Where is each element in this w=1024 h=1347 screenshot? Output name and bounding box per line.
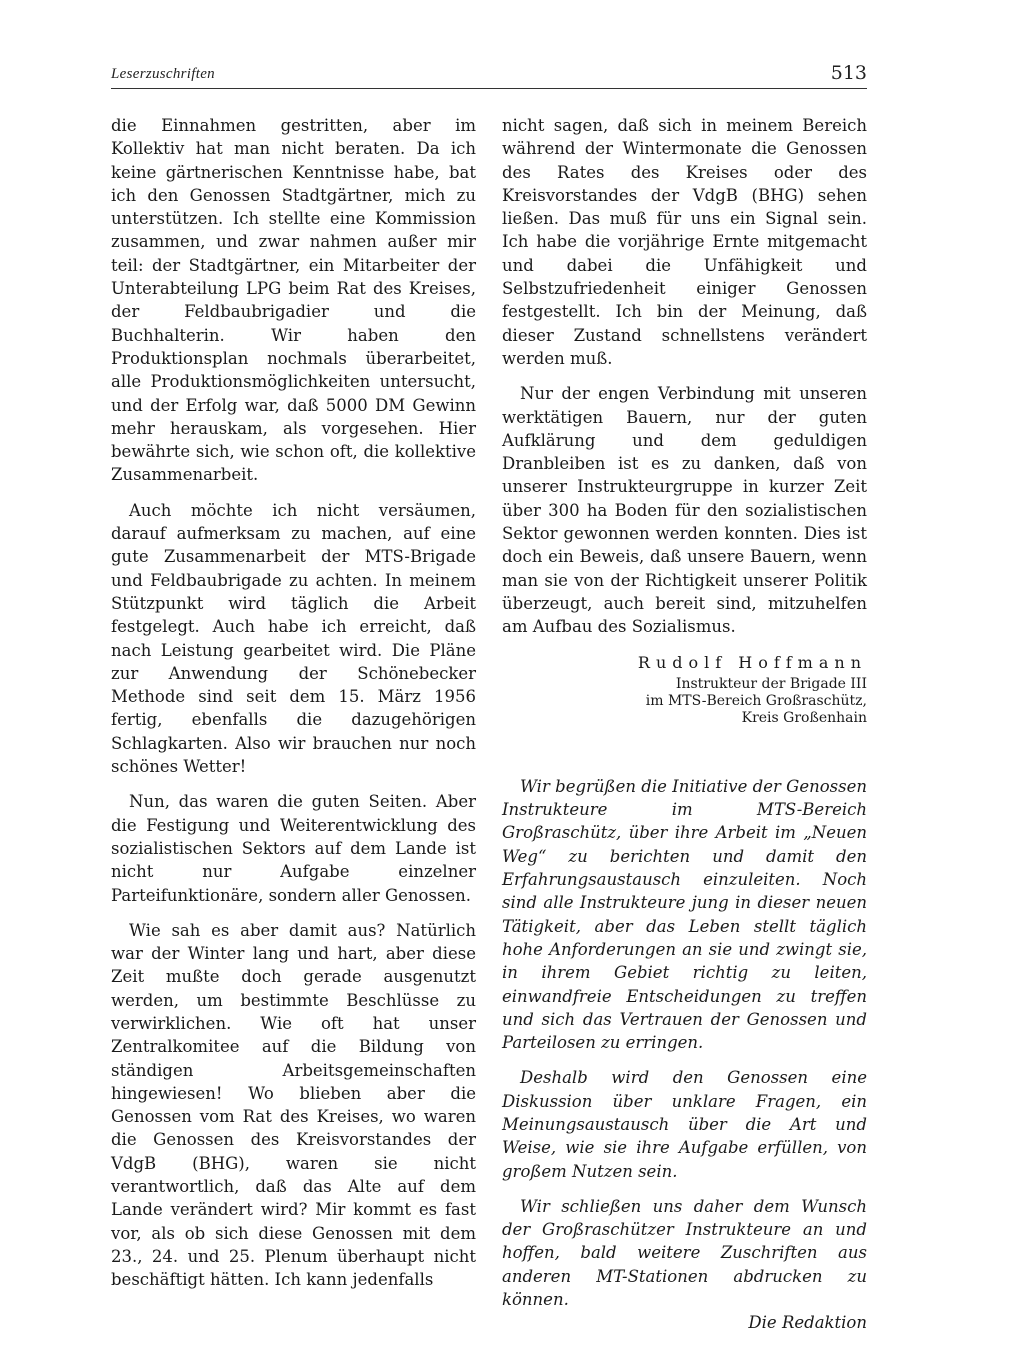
editorial-paragraph: Deshalb wird den Genossen eine Diskussion über unklare Fragen, ein Meinungsaustausch über die Art und Weise, wie sie ihre Aufgabe erfüllen, von großem Nutzen sein. — [502, 1068, 867, 1181]
author-signature: Rudolf Hoffmann — [637, 652, 867, 672]
author-role-line: Instrukteur der Brigade III — [675, 675, 867, 692]
paragraph: Auch möchte ich nicht versäumen, darauf aufmerksam zu machen, auf eine gute Zusammenarbeit der MTS-Brigade und Feldbaubrigade zu achten. In meinem Stützpunkt wird täglich die Arbeit festgelegt. Auch habe ich erreicht, daß nach Leistung gearbeitet wird. Die Pläne zur Anwendung der Schönebecker Methode sind seit dem 15. März 1956 fertig, ebenfalls die dazugehörigen Schlagkarten. Also wir brauchen nur noch schönes Wetter! — [111, 500, 476, 777]
editorial-text: Wir schließen uns daher dem Wunsch der Großraschützer Instrukteure an und hoffen, bald weitere Zuschriften aus anderen MT-Stationen abdrucken zu können. — [502, 1196, 867, 1310]
running-head: Leserzuschriften — [111, 66, 215, 82]
editorial-paragraph: Wir begrüßen die Initiative der Genossen Instrukteure im MTS-Bereich Großraschütz, über ihre Arbeit im „Neuen Weg“ zu berichten und damit den Erfahrungsaustausch einzuleiten. Noch sind alle Instrukteure jung in dieser neuen Tätigkeit, aber das Leben stellt täglich hohe Anforderungen an sie und zwingt sie, in ihrem Gebiet richtig zu leiten, einwandfreie Entscheidungen zu treffen und sich das Vertrauen der Genossen und Parteilosen zu erringen. — [502, 776, 867, 1053]
paragraph: nicht sagen, daß sich in meinem Bereich während der Wintermonate die Genossen des Rates des Kreises oder des Kreisvorstandes der VdgB (BHG) sehen ließen. Das muß für uns ein Signal sein. Ich habe die vorjährige Ernte mitgemacht und dabei die Unfähigkeit und Selbstzufriedenheit einiger Genossen festgestellt. Ich bin der Meinung, daß dieser Zustand schnellstens verändert werden muß. — [502, 116, 867, 368]
page-header — [111, 62, 867, 88]
editorial-note — [502, 775, 867, 1335]
paragraph: die Einnahmen gestritten, aber im Kollektiv hat man nicht beraten. Da ich keine gärtnerischen Kenntnisse habe, bat ich den Genossen Stadtgärtner, mich zu unterstützen. Ich stellte eine Kommission zusammen, und zwar nahmen außer mir teil: der Stadtgärtner, ein Mitarbeiter der Unterabteilung LPG beim Rat des Kreises, der Feldbaubrigadier und die Buchhalterin. Wir haben den Produktionsplan nochmals überarbeitet, alle Produktionsmöglichkeiten untersucht, und der Erfolg war, daß 5000 DM Gewinn mehr herauskam, als vorgesehen. Hier bewährte sich, wie schon oft, die kollektive Zusammenarbeit. — [111, 116, 476, 485]
page-number: 513 — [830, 62, 867, 84]
author-role — [502, 676, 867, 727]
right-column — [502, 114, 867, 1347]
editorial-paragraph — [502, 1195, 867, 1335]
paragraph: Wie sah es aber damit aus? Natürlich war der Winter lang und hart, aber diese Zeit mußte doch gerade ausgenutzt werden, um bestimmte Beschlüsse zu verwirklichen. Wie oft hat unser Zentralkomitee auf die Bildung von ständigen Arbeitsgemeinschaften hingewiesen! Wo blieben aber die Genossen vom Rat des Kreises, wo waren die Genossen des Kreisvorstandes der VdgB (BHG), waren sie nicht verantwortlich, daß das Alte auf dem Lande verändert wird? Mir kommt es fast vor, als ob sich diese Genossen mit dem 23., 24. und 25. Plenum überhaupt nicht beschäftigt hätten. Ich kann jedenfalls — [111, 920, 476, 1290]
author-role-line: im MTS-Bereich Großraschütz, — [645, 692, 867, 709]
header-rule — [111, 88, 867, 89]
editorial-signature: Die Redaktion — [748, 1313, 867, 1333]
paragraph: Nur der engen Verbindung mit unseren werktätigen Bauern, nur der guten Aufklärung und dem geduldigen Dranbleiben ist es zu danken, daß von unserer Instrukteurgruppe in kurzer Zeit über 300 ha Boden für den sozialistischen Sektor gewonnen werden konnten. Dies ist doch ein Beweis, daß unsere Bauern, wenn man sie von der Richtigkeit unserer Politik überzeugt, auch bereit sind, mitzuhelfen am Aufbau des Sozialismus. — [502, 384, 867, 637]
author-role-line: Kreis Großenhain — [741, 709, 867, 726]
left-column — [111, 114, 476, 1304]
paragraph: Nun, das waren die guten Seiten. Aber die Festigung und Weiterentwicklung des sozialistischen Sektors auf dem Lande ist nicht nur Aufgabe einzelner Parteifunktionäre, sondern aller Genossen. — [111, 792, 476, 905]
